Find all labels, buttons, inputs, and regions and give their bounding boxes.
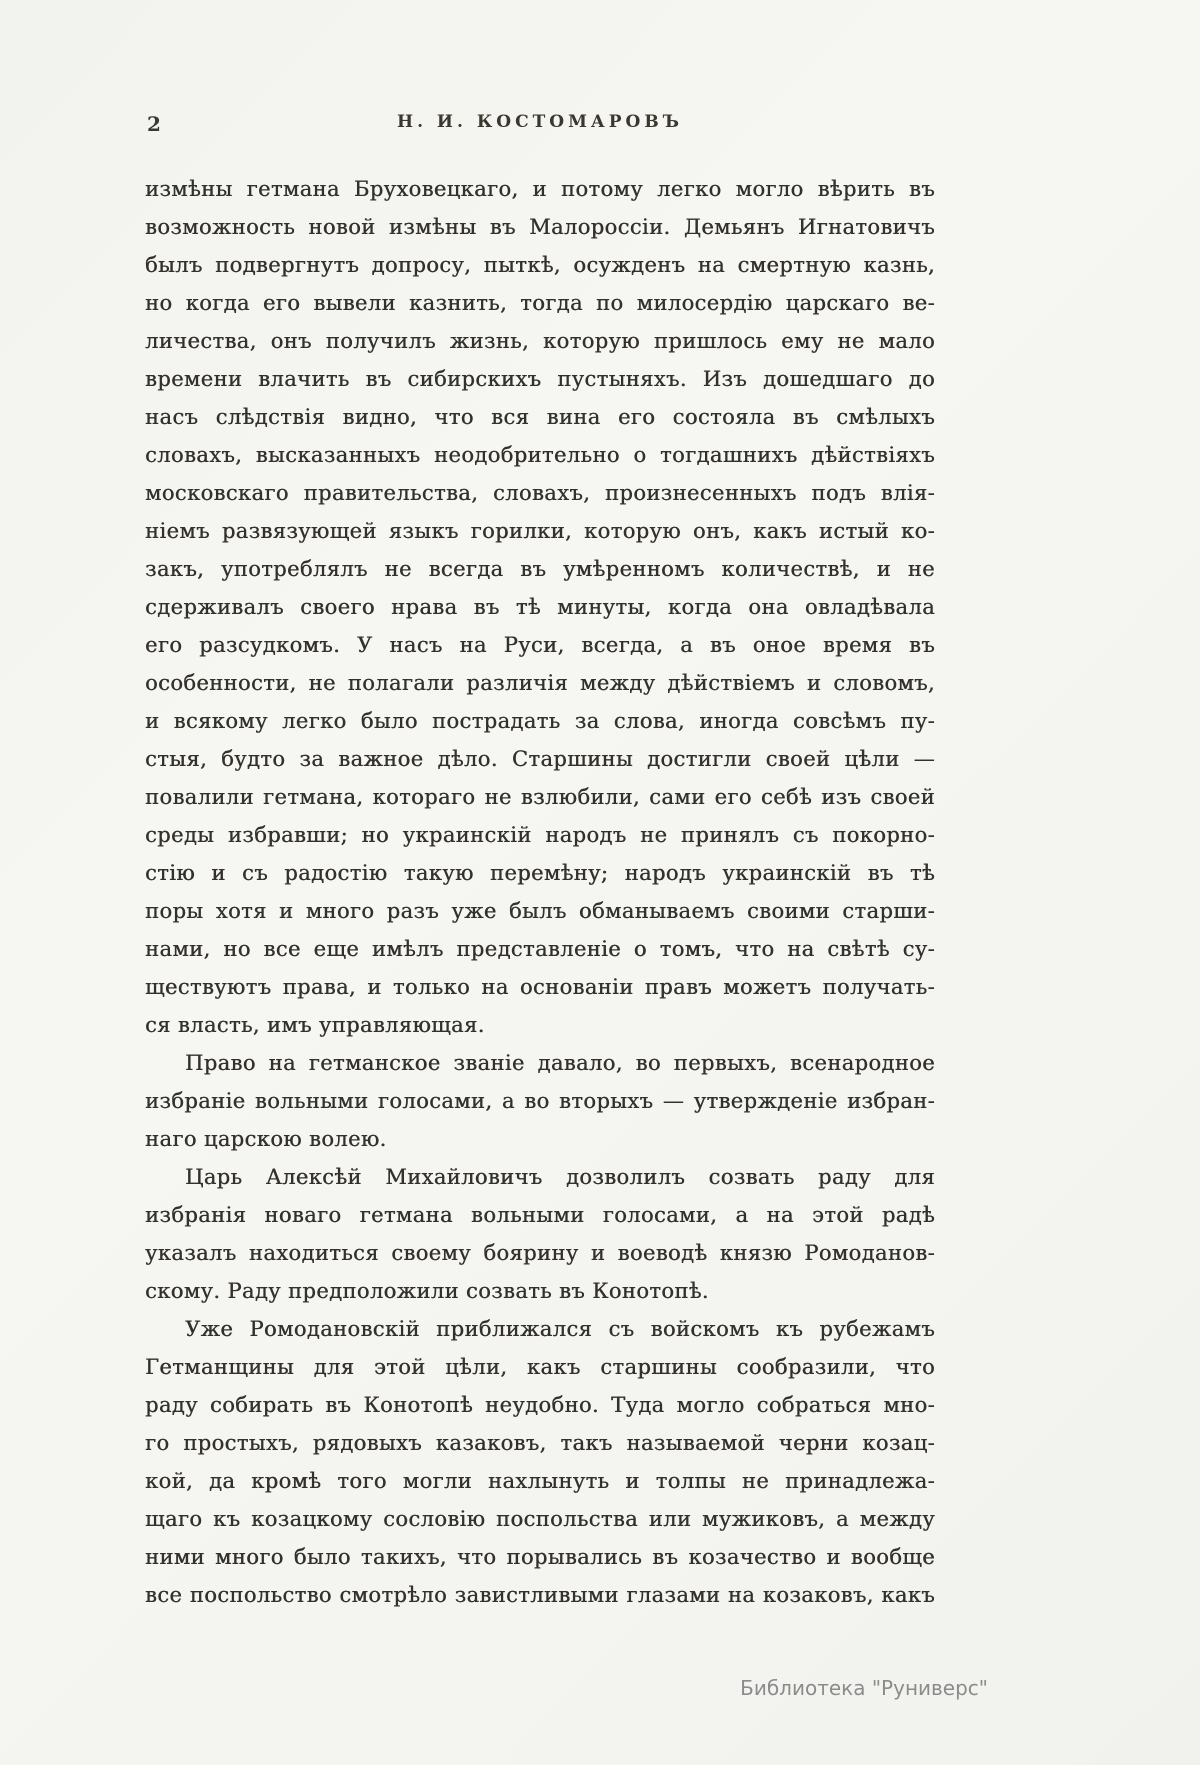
text-line: особенности, не полагали различія между дѣйствіемъ и словомъ, bbox=[145, 671, 935, 695]
page-header bbox=[145, 106, 935, 140]
watermark: Библиотека "Руниверс" bbox=[740, 1676, 988, 1700]
text-line: наго царскою волею. bbox=[145, 1127, 387, 1151]
text-line: времени влачить въ сибирскихъ пустыняхъ. Изъ дошедшаго до bbox=[145, 367, 935, 391]
text-line: ся власть, имъ управляющая. bbox=[145, 1013, 485, 1037]
text-line: раду собирать въ Конотопѣ неудобно. Туда могло собраться мно- bbox=[145, 1393, 935, 1417]
text-line: измѣны гетмана Бруховецкаго, и потому легко могло вѣрить въ bbox=[145, 177, 935, 201]
text-line: указалъ находиться своему боярину и воеводѣ князю Ромоданов- bbox=[145, 1241, 935, 1265]
text-line: кой, да кромѣ того могли нахлынуть и толпы не принадлежа- bbox=[145, 1469, 935, 1493]
text-line: Уже Ромодановскій приближался съ войскомъ къ рубежамъ bbox=[185, 1317, 935, 1341]
text-line: го простыхъ, рядовыхъ казаковъ, такъ называемой черни козац- bbox=[145, 1431, 935, 1455]
text-line: среды избравши; но украинскій народъ не принялъ съ покорно- bbox=[145, 823, 935, 847]
text-line: его разсудкомъ. У насъ на Руси, всегда, а въ оное время въ bbox=[145, 633, 935, 657]
text-block bbox=[145, 170, 935, 1614]
text-line: былъ подвергнутъ допросу, пыткѣ, осужденъ на смертную казнь, bbox=[145, 253, 935, 277]
text-line: московскаго правительства, словахъ, произнесенныхъ подъ влія- bbox=[145, 481, 935, 505]
text-line: Царь Алексѣй Михайловичъ дозволилъ созвать раду для bbox=[185, 1165, 935, 1189]
text-line: избранія новаго гетмана вольными голосами, а на этой радѣ bbox=[145, 1203, 935, 1227]
text-line: повалили гетмана, котораго не взлюбили, сами его себѣ изъ своей bbox=[145, 785, 935, 809]
text-line: закъ, употреблялъ не всегда въ умѣренномъ количествѣ, и не bbox=[145, 557, 935, 581]
page-number: 2 bbox=[147, 112, 161, 136]
text-line: Право на гетманское званіе давало, во первыхъ, всенародное bbox=[185, 1051, 935, 1075]
text-line: сдерживалъ своего нрава въ тѣ минуты, когда она овладѣвала bbox=[145, 595, 935, 619]
running-header: Н. И. КОСТОМАРОВЪ bbox=[397, 112, 683, 132]
text-line: возможность новой измѣны въ Малороссіи. Демьянъ Игнатовичъ bbox=[145, 215, 935, 239]
text-line: нами, но все еще имѣлъ представленіе о томъ, что на свѣтѣ су- bbox=[145, 937, 935, 961]
text-line: стію и съ радостію такую перемѣну; народъ украинскій въ тѣ bbox=[145, 861, 935, 885]
text-line: словахъ, высказанныхъ неодобрительно о тогдашнихъ дѣйствіяхъ bbox=[145, 443, 935, 467]
text-line: ществуютъ права, и только на основаніи правъ можетъ получать- bbox=[145, 975, 935, 999]
text-line: все поспольство смотрѣло завистливыми глазами на козаковъ, какъ bbox=[145, 1583, 935, 1607]
text-line: стыя, будто за важное дѣло. Старшины достигли своей цѣли — bbox=[145, 747, 935, 771]
text-line: и всякому легко было пострадать за слова, иногда совсѣмъ пу- bbox=[145, 709, 935, 733]
text-line: скому. Раду предположили созвать въ Конотопѣ. bbox=[145, 1279, 709, 1303]
text-line: поры хотя и много разъ уже былъ обманываемъ своими старши- bbox=[145, 899, 935, 923]
text-line: насъ слѣдствія видно, что вся вина его состояла въ смѣлыхъ bbox=[145, 405, 935, 429]
text-line: ними много было такихъ, что порывались въ козачество и вообще bbox=[145, 1545, 935, 1569]
text-line: личества, онъ получилъ жизнь, которую пришлось ему не мало bbox=[145, 329, 935, 353]
text-line: но когда его вывели казнить, тогда по милосердію царскаго ве- bbox=[145, 291, 935, 315]
text-line: Гетманщины для этой цѣли, какъ старшины сообразили, что bbox=[145, 1355, 935, 1379]
text-line: избраніе вольными голосами, а во вторыхъ — утвержденіе избран- bbox=[145, 1089, 935, 1113]
text-line: щаго къ козацкому сословію поспольства или мужиковъ, а между bbox=[145, 1507, 935, 1531]
text-line: ніемъ развязующей языкъ горилки, которую онъ, какъ истый ко- bbox=[145, 519, 935, 543]
